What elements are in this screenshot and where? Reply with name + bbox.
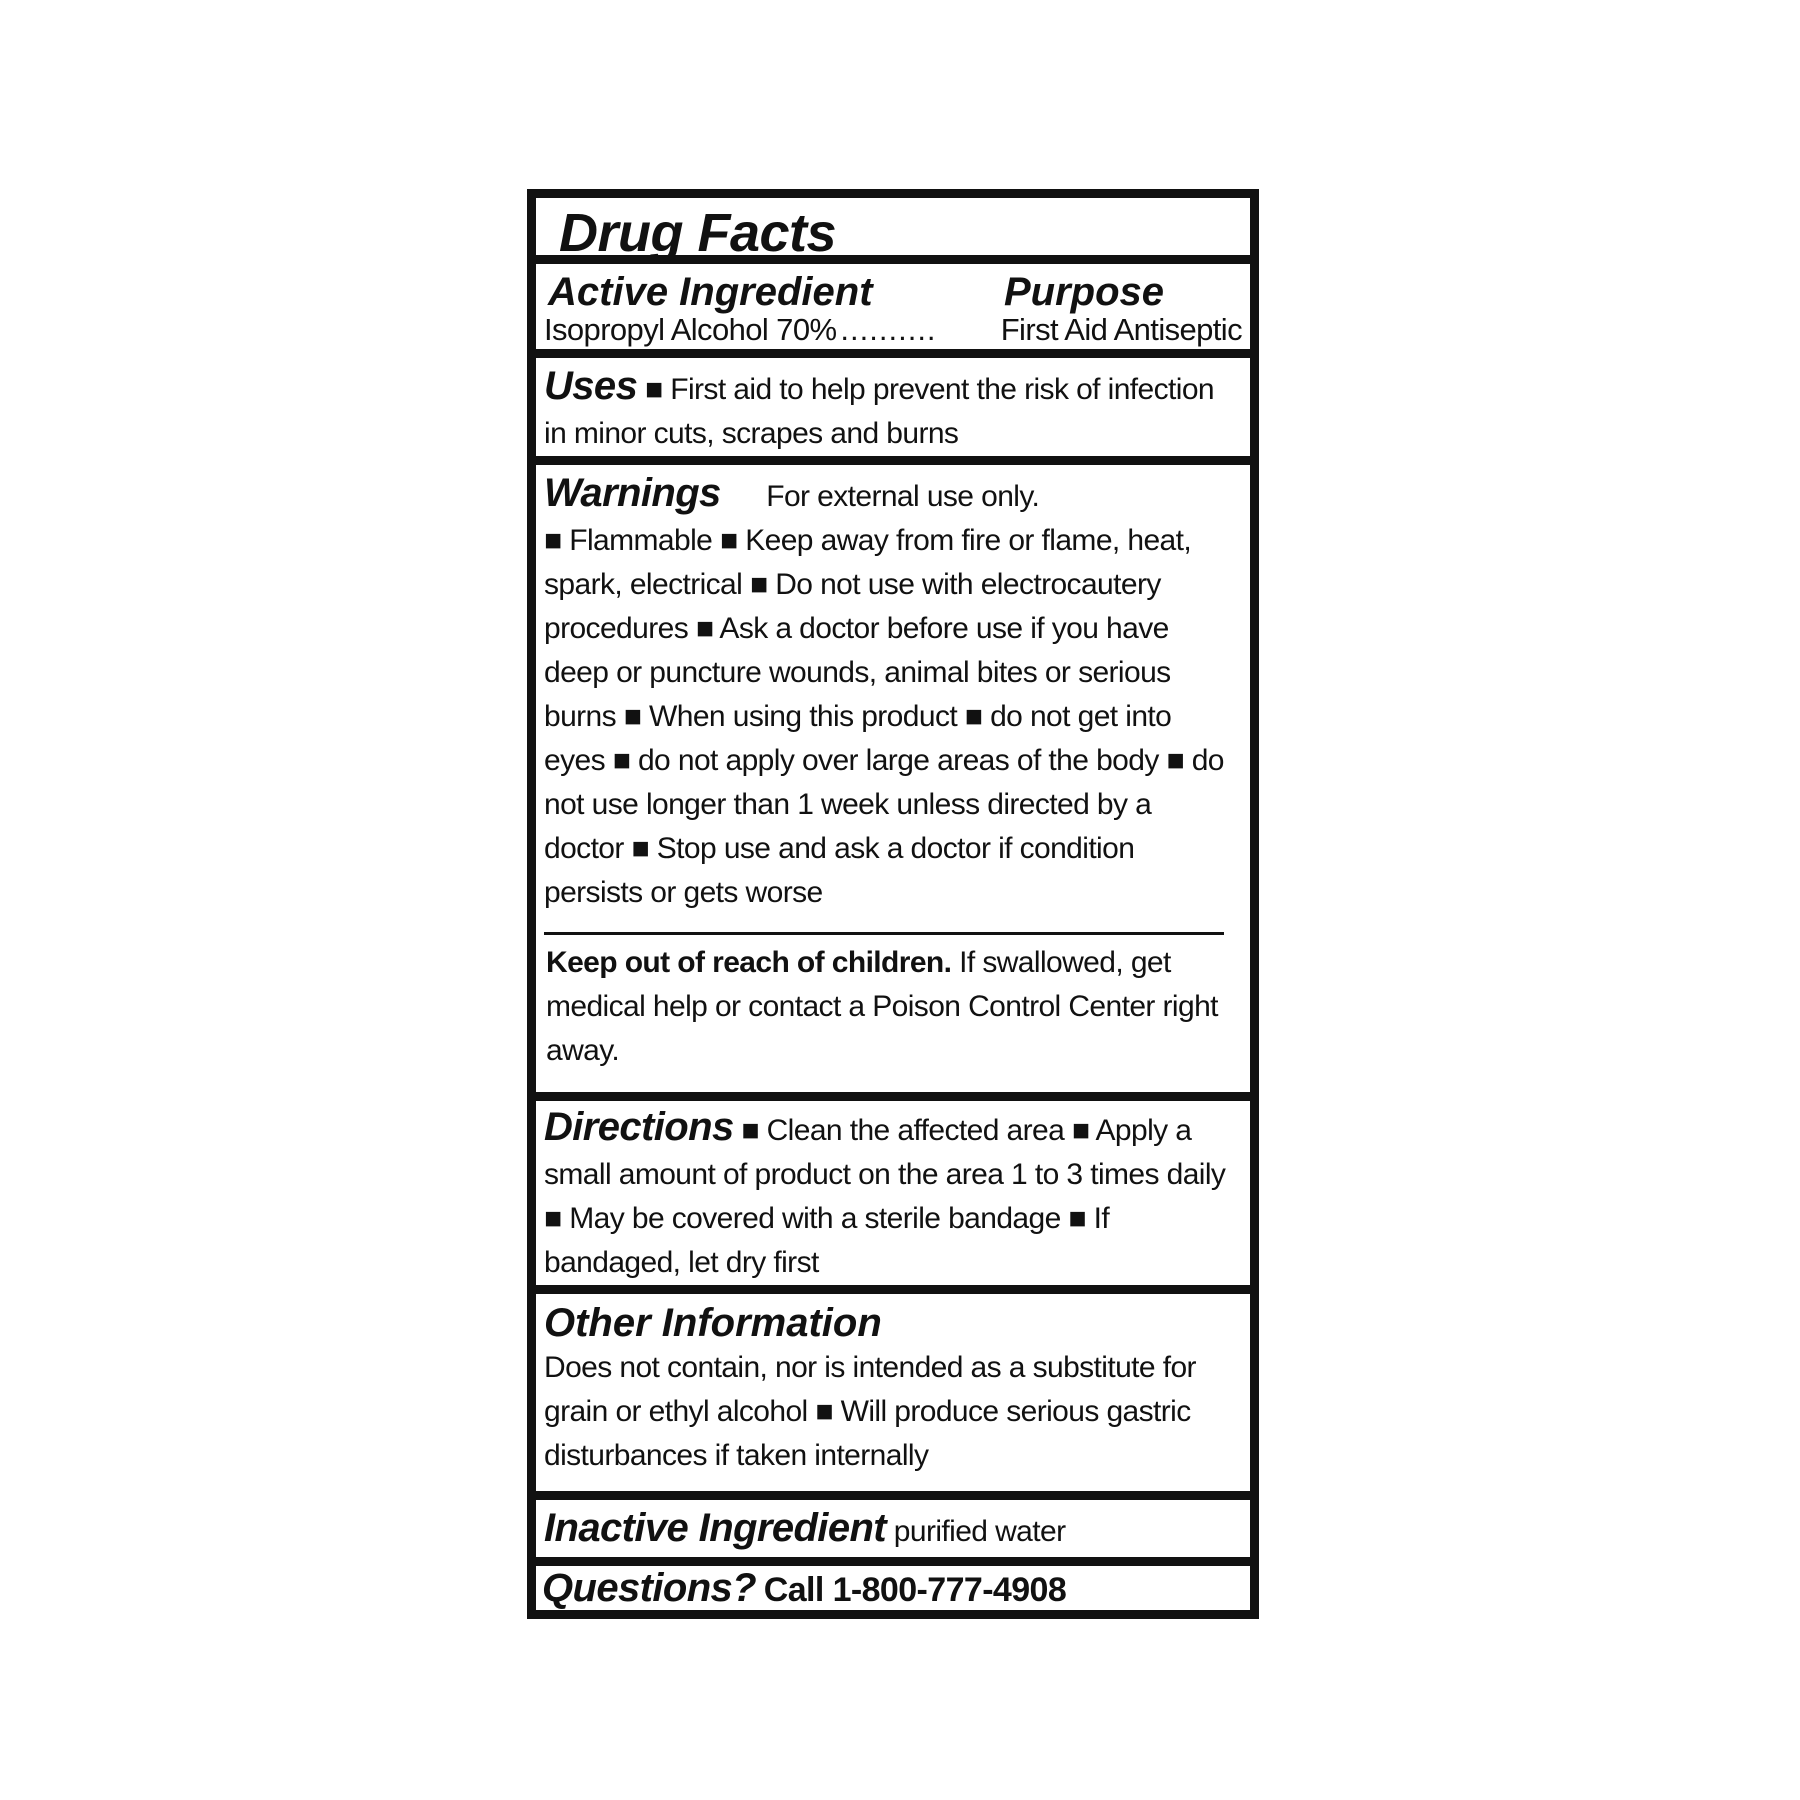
uses-section [536, 358, 1250, 465]
inactive-ingredient-section [536, 1500, 1250, 1566]
other-information-heading: Other Information [544, 1301, 882, 1345]
inactive-ingredient-heading: Inactive Ingredient [544, 1506, 887, 1550]
other-information-section [536, 1294, 1250, 1500]
directions-paragraph [544, 1105, 1236, 1285]
questions-phone: Call 1-800-777-4908 [763, 1571, 1067, 1609]
questions-heading: Questions? [542, 1566, 757, 1610]
inactive-ingredient-text: purified water [893, 1515, 1066, 1548]
other-information-text: Does not contain, nor is intended as a substitute for grain or ethyl alcohol ■ Will produce serious gastric disturbances if taken internally [544, 1351, 1196, 1472]
uses-paragraph [544, 364, 1236, 456]
dot-leader: .......... [840, 312, 937, 347]
active-ingredient-heading: Active Ingredient [548, 270, 873, 314]
title-section [536, 198, 1250, 264]
active-ingredient-row [544, 312, 1242, 348]
directions-heading: Directions [544, 1105, 734, 1149]
inactive-ingredient-paragraph [544, 1506, 1238, 1554]
ingredient-purpose: First Aid Antiseptic [1000, 312, 1242, 347]
warnings-divider [544, 932, 1224, 935]
keep-out-text: If swallowed, get medical help or contact a Poison Control Center right away. [546, 946, 1218, 1067]
drug-facts-title: Drug Facts [559, 203, 837, 263]
warnings-paragraph [544, 471, 1236, 519]
drug-facts-panel [527, 189, 1259, 1619]
uses-heading: Uses [544, 364, 638, 408]
warnings-heading: Warnings [544, 471, 721, 515]
warnings-text: ■ Flammable ■ Keep away from fire or flame, heat, spark, electrical ■ Do not use with electrocautery procedures ■ Ask a doctor before use if you have deep or puncture wounds, animal bites or serious burns ■ When using this product ■ do not get into eyes ■ do not apply over large areas of the body ■ do not use longer than 1 week unless directed by a doctor ■ Stop use and ask a doctor if condition persists or gets worse [544, 524, 1224, 909]
questions-paragraph [542, 1566, 1238, 1614]
questions-section [536, 1566, 1250, 1610]
ingredient-name: Isopropyl Alcohol 70% [544, 312, 837, 347]
purpose-heading: Purpose [1004, 270, 1165, 314]
keep-out-paragraph [546, 941, 1228, 1073]
warnings-section [536, 465, 1250, 1101]
directions-text: ■ Clean the affected area ■ Apply a small amount of product on the area 1 to 3 times daily ■ May be covered with a sterile bandage ■ If bandaged, let dry first [544, 1114, 1226, 1279]
uses-text: ■ First aid to help prevent the risk of infection in minor cuts, scrapes and burns [544, 373, 1214, 450]
keep-out-heading: Keep out of reach of children. [546, 946, 952, 979]
active-ingredient-section [536, 264, 1250, 358]
warnings-intro: For external use only. [766, 480, 1040, 513]
directions-section [536, 1101, 1250, 1294]
